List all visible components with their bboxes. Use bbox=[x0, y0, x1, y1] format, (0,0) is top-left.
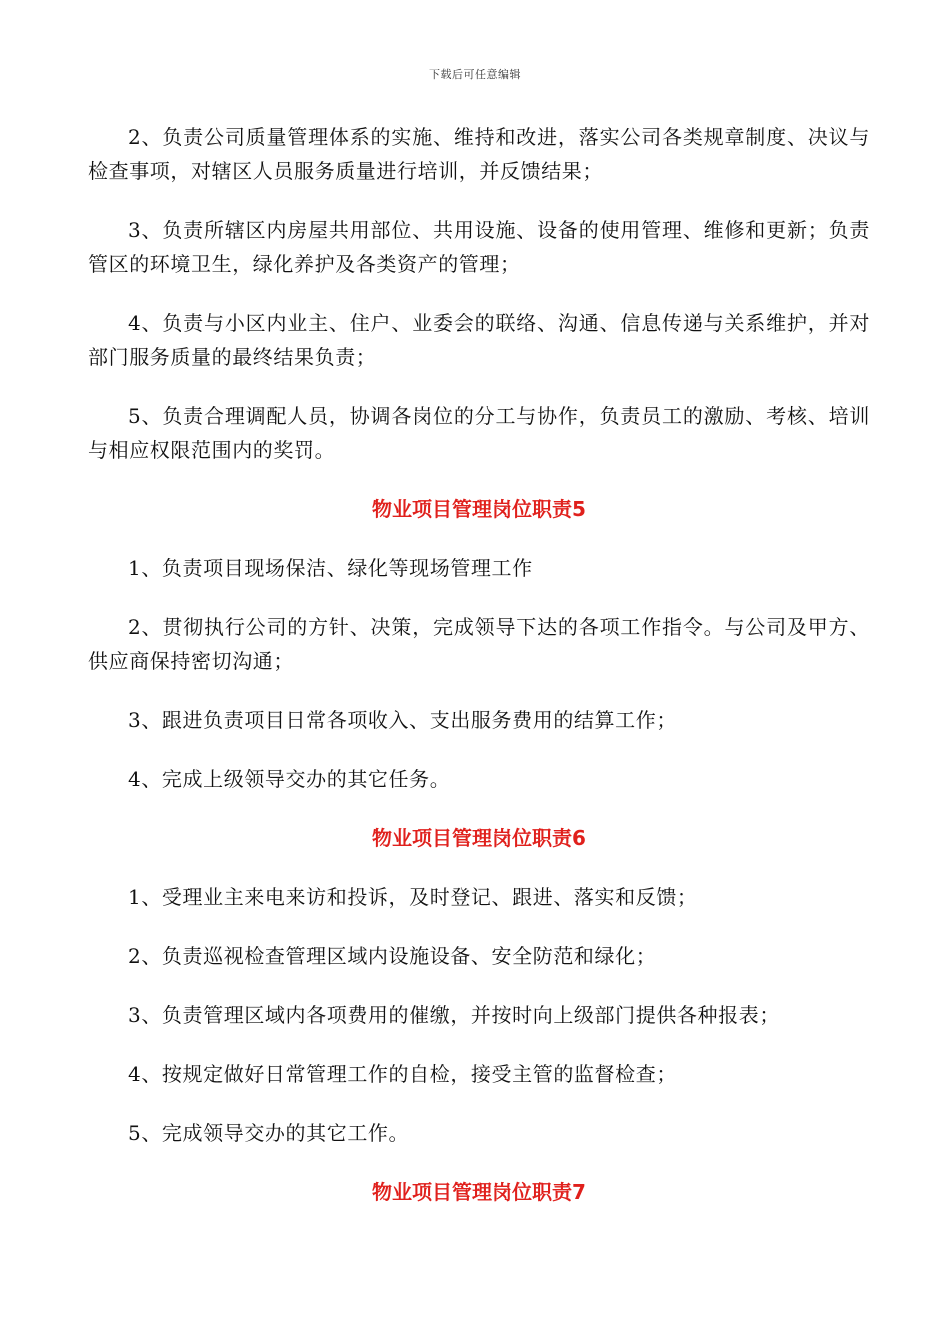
paragraph: 2、负责公司质量管理体系的实施、维持和改进，落实公司各类规章制度、决议与检查事项，对辖区人员服务质量进行培训，并反馈结果； bbox=[88, 125, 870, 183]
paragraph: 3、负责管理区域内各项费用的催缴，并按时向上级部门提供各种报表； bbox=[128, 1003, 780, 1027]
paragraph: 1、负责项目现场保洁、绿化等现场管理工作 bbox=[128, 556, 533, 580]
paragraph: 3、负责所辖区内房屋共用部位、共用设施、设备的使用管理、维修和更新；负责管区的环境卫生，绿化养护及各类资产的管理； bbox=[88, 218, 870, 276]
paragraph: 5、负责合理调配人员，协调各岗位的分工与协作，负责员工的激励、考核、培训与相应权限范围内的奖罚。 bbox=[88, 404, 870, 462]
paragraph: 5、完成领导交办的其它工作。 bbox=[128, 1121, 410, 1145]
section-title: 物业项目管理岗位职责5 bbox=[372, 497, 586, 521]
paragraph: 2、贯彻执行公司的方针、决策，完成领导下达的各项工作指令。与公司及甲方、供应商保持密切沟通； bbox=[88, 615, 870, 673]
header-note: 下载后可任意编辑 bbox=[429, 68, 521, 81]
paragraph: 2、负责巡视检查管理区域内设施设备、安全防范和绿化； bbox=[128, 944, 657, 968]
paragraph: 1、受理业主来电来访和投诉，及时登记、跟进、落实和反馈； bbox=[128, 885, 698, 909]
paragraph: 4、完成上级领导交办的其它任务。 bbox=[128, 767, 451, 791]
section-title: 物业项目管理岗位职责7 bbox=[372, 1180, 586, 1204]
paragraph: 4、按规定做好日常管理工作的自检，接受主管的监督检查； bbox=[128, 1062, 677, 1086]
document-body bbox=[88, 120, 870, 1234]
paragraph: 4、负责与小区内业主、住户、业委会的联络、沟通、信息传递与关系维护，并对部门服务质量的最终结果负责； bbox=[88, 311, 870, 369]
section-title: 物业项目管理岗位职责6 bbox=[372, 826, 586, 850]
paragraph: 3、跟进负责项目日常各项收入、支出服务费用的结算工作； bbox=[128, 708, 677, 732]
